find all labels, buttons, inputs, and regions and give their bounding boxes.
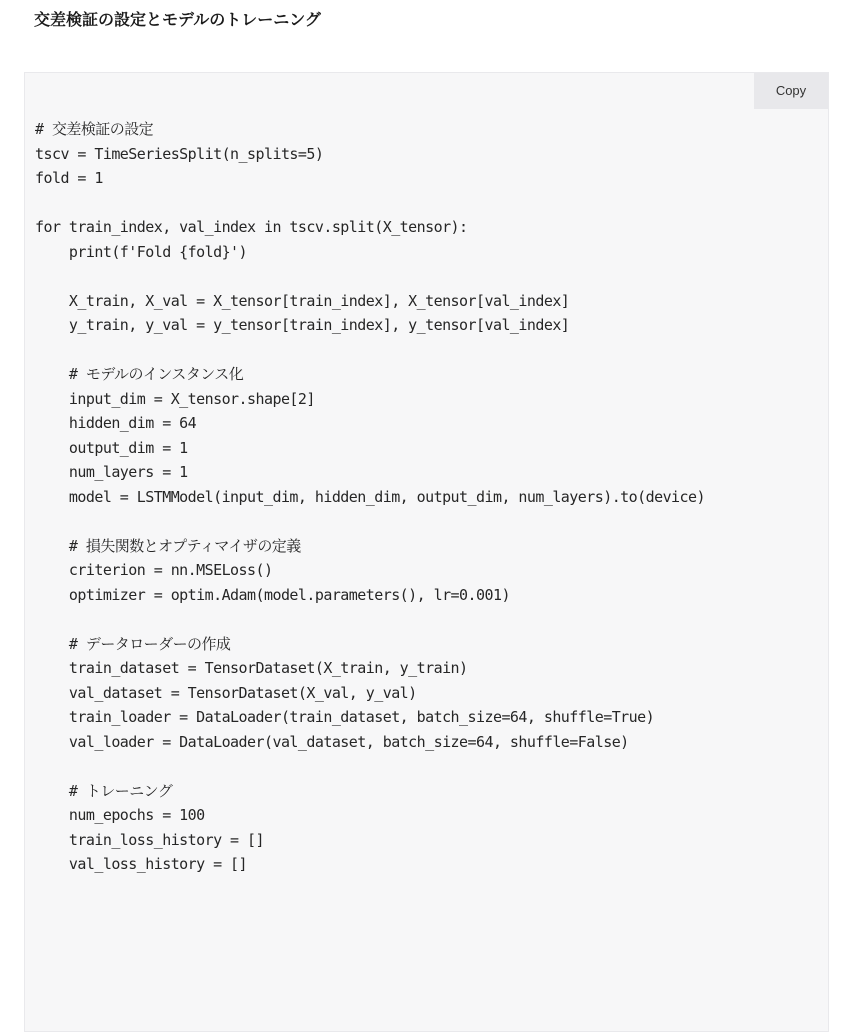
code-line: print(f'Fold {fold}') [35, 242, 248, 261]
code-line: for train_index, val_index in tscv.split(X_tensor): [35, 218, 468, 236]
code-line [35, 754, 820, 779]
code-line: fold = 1 [35, 169, 103, 187]
code-block [24, 72, 829, 1032]
code-line: num_layers = 1 [35, 463, 188, 481]
code-line: criterion = nn.MSELoss() [35, 561, 273, 579]
code-line [35, 191, 820, 216]
code-line [35, 509, 820, 534]
code-line: num_epochs = 100 [35, 806, 205, 824]
code-line: input_dim = X_tensor.shape[2] [35, 389, 315, 408]
code-line [35, 338, 820, 363]
code-line: # トレーニング [35, 781, 173, 800]
code-content[interactable] [35, 117, 820, 877]
code-line: train_loss_history = [] [35, 830, 264, 849]
code-line: train_dataset = TensorDataset(X_train, y_train) [35, 659, 468, 677]
code-line: X_train, X_val = X_tensor[train_index], X_tensor[val_index] [35, 291, 570, 310]
code-line: y_train, y_val = y_tensor[train_index], y_tensor[val_index] [35, 316, 570, 334]
code-line: # データローダーの作成 [35, 634, 231, 653]
code-line: hidden_dim = 64 [35, 414, 197, 432]
code-line: model = LSTMModel(input_dim, hidden_dim, output_dim, num_layers).to(device) [35, 487, 705, 506]
code-line: train_loader = DataLoader(train_dataset, batch_size=64, shuffle=True) [35, 708, 655, 726]
code-line: val_dataset = TensorDataset(X_val, y_val) [35, 683, 417, 702]
code-line [35, 607, 820, 632]
code-block-header [25, 73, 828, 109]
code-line: # 損失関数とオプティマイザの定義 [35, 536, 301, 555]
code-line: output_dim = 1 [35, 438, 188, 457]
code-line: tscv = TimeSeriesSplit(n_splits=5) [35, 144, 324, 163]
code-line: # 交差検証の設定 [35, 120, 154, 138]
code-line [35, 264, 820, 289]
code-line: val_loss_history = [] [35, 855, 248, 873]
section-heading: 交差検証の設定とモデルのトレーニング [34, 10, 321, 29]
code-line: optimizer = optim.Adam(model.parameters(), lr=0.001) [35, 585, 510, 604]
code-line: val_loader = DataLoader(val_dataset, batch_size=64, shuffle=False) [35, 732, 629, 751]
code-line: # モデルのインスタンス化 [35, 365, 244, 383]
copy-button[interactable]: Copy [754, 73, 828, 109]
